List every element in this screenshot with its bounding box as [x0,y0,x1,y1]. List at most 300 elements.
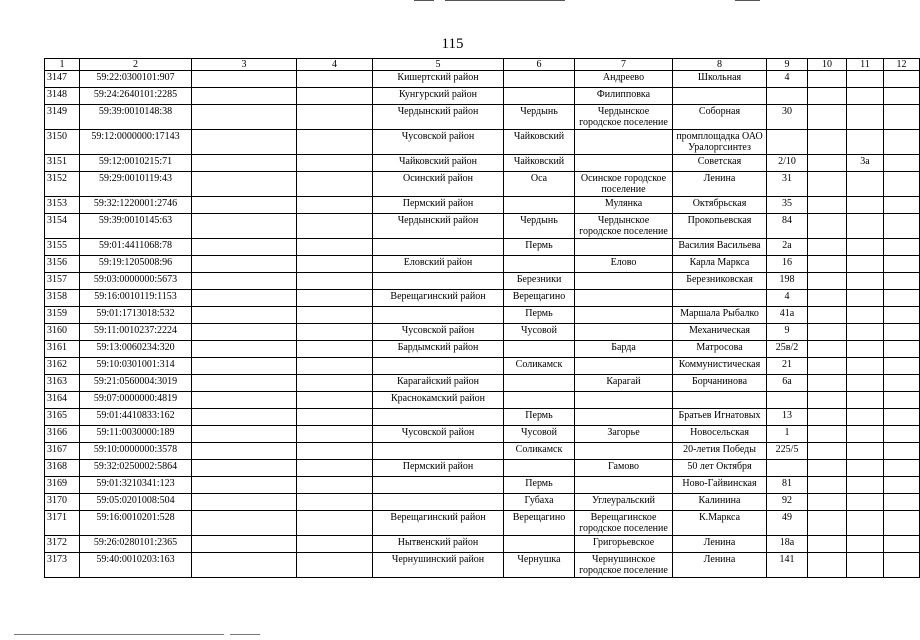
table-cell [884,477,920,494]
table-row [45,358,920,375]
table-cell: Октябрьская [673,197,767,214]
table-cell [297,290,373,307]
table-cell [504,460,575,477]
table-cell [767,88,808,105]
table-cell [575,273,673,290]
table-cell: Бардымский район [373,341,504,358]
table-cell: 2а [767,239,808,256]
bottom-rule-left [14,634,224,635]
table-cell [575,290,673,307]
table-cell [884,256,920,273]
table-cell [575,358,673,375]
table-cell [575,324,673,341]
table-cell: 59:11:0010237:2224 [80,324,192,341]
table-cell [847,358,884,375]
table-cell [504,392,575,409]
table-cell [808,358,847,375]
table-cell: 59:13:0060234:320 [80,341,192,358]
table-cell [808,375,847,392]
table-row [45,273,920,290]
table-cell: Маршала Рыбалко [673,307,767,324]
table-cell: Матросова [673,341,767,358]
table-cell: 59:16:0010201:528 [80,511,192,536]
table-cell [847,409,884,426]
table-cell: Прокопьевская [673,214,767,239]
table-cell: Березниковская [673,273,767,290]
table-cell [575,409,673,426]
table-cell [884,172,920,197]
table-row [45,130,920,155]
table-cell [297,307,373,324]
table-cell: Чердынское городское поселение [575,105,673,130]
table-cell [192,426,297,443]
table-cell: 50 лет Октября [673,460,767,477]
table-cell: 3166 [45,426,80,443]
table-cell [575,155,673,172]
table-cell [884,290,920,307]
table-cell: 6а [767,375,808,392]
table-cell [673,88,767,105]
table-cell [297,214,373,239]
table-cell [808,273,847,290]
table-row [45,460,920,477]
table-cell: Пермь [504,409,575,426]
table-cell [847,341,884,358]
table-cell: 41а [767,307,808,324]
table-cell [373,358,504,375]
table-cell [192,443,297,460]
column-header: 5 [373,59,504,71]
table-cell [884,494,920,511]
table-cell: Ленина [673,553,767,578]
table-cell [192,273,297,290]
table-cell: Григорьевское [575,536,673,553]
table-cell: Школьная [673,71,767,88]
table-cell [847,324,884,341]
table-cell: 59:16:0010119:1153 [80,290,192,307]
table-cell: Чайковский [504,130,575,155]
table-cell: 3149 [45,105,80,130]
table-cell [192,214,297,239]
table-cell: 3158 [45,290,80,307]
table-cell [373,307,504,324]
table-cell: 198 [767,273,808,290]
table-cell: 3155 [45,239,80,256]
table-cell: Верещагино [504,290,575,307]
table-cell: 3154 [45,214,80,239]
table-row [45,375,920,392]
table-cell [884,324,920,341]
table-row [45,494,920,511]
table-cell [297,197,373,214]
table-cell [884,443,920,460]
table-cell: 3170 [45,494,80,511]
table-cell [884,409,920,426]
table-cell [808,130,847,155]
table-row [45,71,920,88]
table-cell [808,536,847,553]
table-cell [847,460,884,477]
table-cell [884,460,920,477]
table-cell [297,358,373,375]
table-body [45,71,920,578]
table-cell: 59:32:1220001:2746 [80,197,192,214]
table-cell: Нытвенский район [373,536,504,553]
table-cell: 59:39:0010148:38 [80,105,192,130]
table-cell: Чусовской район [373,130,504,155]
table-cell [847,443,884,460]
table-cell [808,155,847,172]
table-cell: 59:07:0000000:4819 [80,392,192,409]
table-cell [297,130,373,155]
table-cell [847,426,884,443]
table-cell [297,460,373,477]
table-cell [192,256,297,273]
table-cell [504,88,575,105]
table-row [45,409,920,426]
table-cell: 3162 [45,358,80,375]
table-cell: Верещагинский район [373,511,504,536]
table-cell [297,477,373,494]
table-cell: 92 [767,494,808,511]
table-cell: Губаха [504,494,575,511]
table-cell: 9 [767,324,808,341]
table-cell: Верещагино [504,511,575,536]
table-cell: 3167 [45,443,80,460]
table-cell: 59:01:4410833:162 [80,409,192,426]
table-cell: 49 [767,511,808,536]
table-cell [808,477,847,494]
table-row [45,536,920,553]
table-row [45,172,920,197]
table-cell: 3148 [45,88,80,105]
table-cell [884,155,920,172]
table-cell: 18а [767,536,808,553]
table-row [45,214,920,239]
table-cell: Пермский район [373,460,504,477]
table-cell: 59:01:4411068:78 [80,239,192,256]
table-cell [847,256,884,273]
table-cell [192,307,297,324]
table-cell [884,130,920,155]
table-cell [297,426,373,443]
table-cell [847,375,884,392]
table-cell: Гамово [575,460,673,477]
table-cell [808,409,847,426]
table-cell: Чусовой [504,324,575,341]
table-cell [504,341,575,358]
table-cell [297,105,373,130]
table-cell [192,460,297,477]
table-cell: 81 [767,477,808,494]
table-cell [297,409,373,426]
table-cell [297,71,373,88]
table-cell [297,324,373,341]
table-cell [192,324,297,341]
table-row [45,239,920,256]
header-row [45,59,920,71]
top-rule-right [735,0,760,1]
table-cell [808,341,847,358]
table-cell: 3а [847,155,884,172]
table-cell [767,130,808,155]
table-cell: Осинское городское поселение [575,172,673,197]
table-row [45,290,920,307]
cadastral-table [44,58,920,578]
table-row [45,307,920,324]
table-cell [192,239,297,256]
table-cell: Чусовской район [373,426,504,443]
table-cell [575,392,673,409]
table-cell: Чайковский [504,155,575,172]
table-cell [192,155,297,172]
table-cell [884,239,920,256]
table-cell [192,392,297,409]
top-rule-middle [445,0,565,1]
table-cell [192,494,297,511]
table-cell: 59:21:0560004:3019 [80,375,192,392]
table-cell [192,88,297,105]
table-cell [808,443,847,460]
table-cell: 31 [767,172,808,197]
table-row [45,88,920,105]
table-cell [808,239,847,256]
table-cell: 1 [767,426,808,443]
table-cell: 3157 [45,273,80,290]
table-cell: 4 [767,290,808,307]
table-cell: 84 [767,214,808,239]
table-cell: 59:03:0000000:5673 [80,273,192,290]
table-cell: Чердынь [504,105,575,130]
table-cell: 3171 [45,511,80,536]
table-cell [847,553,884,578]
table-cell [192,409,297,426]
table-cell: Чердынское городское поселение [575,214,673,239]
table-cell: 59:01:1713018:532 [80,307,192,324]
table-cell [808,392,847,409]
table-cell [373,273,504,290]
table-cell [847,214,884,239]
table-cell: 59:01:3210341:123 [80,477,192,494]
table-cell: Чердынь [504,214,575,239]
table-cell [192,341,297,358]
table-cell [884,358,920,375]
table-cell [504,375,575,392]
table-cell: 4 [767,71,808,88]
table-cell [297,239,373,256]
table-cell [808,105,847,130]
table-cell [373,494,504,511]
table-cell: Карла Маркса [673,256,767,273]
table-cell [884,341,920,358]
table-cell: 59:19:1205008:96 [80,256,192,273]
table-cell [575,130,673,155]
table-cell [884,392,920,409]
table-cell: Василия Васильева [673,239,767,256]
table-cell [808,511,847,536]
table-cell: Борчанинова [673,375,767,392]
table-cell [808,71,847,88]
table-cell: 3165 [45,409,80,426]
table-cell [192,105,297,130]
table-cell: 59:24:2640101:2285 [80,88,192,105]
table-cell: 59:10:0301001:314 [80,358,192,375]
table-cell [847,392,884,409]
table-cell [297,341,373,358]
column-header: 9 [767,59,808,71]
table-cell: Чусовой [504,426,575,443]
table-cell [673,392,767,409]
table-cell [297,273,373,290]
table-cell [884,71,920,88]
table-cell: 3156 [45,256,80,273]
table-cell: Карагайский район [373,375,504,392]
table-cell: 3172 [45,536,80,553]
table-cell [192,511,297,536]
table-cell [847,536,884,553]
table-row [45,324,920,341]
table-cell: Кунгурский район [373,88,504,105]
table-cell: 59:10:0000000:3578 [80,443,192,460]
table-cell: Елово [575,256,673,273]
table-cell [504,71,575,88]
column-header: 10 [808,59,847,71]
table-row [45,392,920,409]
table-cell: 3164 [45,392,80,409]
table-cell [808,88,847,105]
table-cell: Чернушинское городское поселение [575,553,673,578]
table-cell: 3168 [45,460,80,477]
table-cell: 3152 [45,172,80,197]
table-cell: Пермь [504,307,575,324]
table-cell [297,536,373,553]
table-cell: 59:39:0010145:63 [80,214,192,239]
table-cell: 59:12:0000000:17143 [80,130,192,155]
table-row [45,477,920,494]
table-cell [808,460,847,477]
table-cell: 3151 [45,155,80,172]
table-row [45,256,920,273]
table-cell [192,290,297,307]
table-cell: Соликамск [504,443,575,460]
table-cell: Соликамск [504,358,575,375]
table-cell: 59:29:0010119:43 [80,172,192,197]
table-cell [884,426,920,443]
table-cell [767,460,808,477]
table-cell: Ленина [673,172,767,197]
table-cell: Коммунистическая [673,358,767,375]
table-cell: 25в/2 [767,341,808,358]
table-row [45,443,920,460]
table-cell [808,197,847,214]
column-header: 6 [504,59,575,71]
table-cell [808,256,847,273]
column-header: 12 [884,59,920,71]
table-cell [808,172,847,197]
table-cell [297,172,373,197]
table-cell [297,443,373,460]
table-cell [297,256,373,273]
table-cell: 141 [767,553,808,578]
table-cell: Краснокамский район [373,392,504,409]
table-cell: Чернушка [504,553,575,578]
table-cell: 3160 [45,324,80,341]
table-cell: Барда [575,341,673,358]
table-cell: 35 [767,197,808,214]
top-rule-left [414,0,434,1]
table-cell: 13 [767,409,808,426]
table-cell: Кишертский район [373,71,504,88]
table-cell [884,273,920,290]
table-cell: Ленина [673,536,767,553]
table-cell [297,553,373,578]
table-cell [192,553,297,578]
table-cell [847,130,884,155]
table-cell: Углеуральский [575,494,673,511]
table-cell: Филипповка [575,88,673,105]
table-cell: 3169 [45,477,80,494]
table-cell: Чернушинский район [373,553,504,578]
table-cell: 59:32:0250002:5864 [80,460,192,477]
table-cell: Чайковский район [373,155,504,172]
table-cell: Пермь [504,239,575,256]
table-cell: Соборная [673,105,767,130]
table-cell [847,511,884,536]
table-cell: Чердынский район [373,214,504,239]
table-cell [297,155,373,172]
table-cell: Ново-Гайвинская [673,477,767,494]
table-cell: 59:26:0280101:2365 [80,536,192,553]
table-cell [808,426,847,443]
table-cell [192,197,297,214]
table-row [45,105,920,130]
bottom-rule-right [230,634,260,635]
page-number: 115 [441,36,464,52]
table-cell: 3173 [45,553,80,578]
table-cell: 59:22:0300101:907 [80,71,192,88]
table-cell [808,307,847,324]
table-cell: Пермский район [373,197,504,214]
table-cell: Братьев Игнатовых [673,409,767,426]
table-cell: Осинский район [373,172,504,197]
table-cell: 16 [767,256,808,273]
table-cell: Калинина [673,494,767,511]
table-cell: Андреево [575,71,673,88]
table-cell: 3150 [45,130,80,155]
table-cell [673,290,767,307]
table-cell: Верещагинское городское поселение [575,511,673,536]
table-cell [297,88,373,105]
table-cell [192,172,297,197]
table-cell: 3153 [45,197,80,214]
table-cell: 3161 [45,341,80,358]
table-cell [884,511,920,536]
table-cell [504,197,575,214]
table-cell [373,409,504,426]
table-cell [847,273,884,290]
table-cell [847,88,884,105]
table-cell: 2/10 [767,155,808,172]
table-cell: 59:11:0030000:189 [80,426,192,443]
table-row [45,197,920,214]
column-header: 11 [847,59,884,71]
table-cell [884,88,920,105]
table-cell [297,392,373,409]
table-cell: 3159 [45,307,80,324]
table-cell: Березники [504,273,575,290]
table-cell: Загорье [575,426,673,443]
table-row [45,341,920,358]
